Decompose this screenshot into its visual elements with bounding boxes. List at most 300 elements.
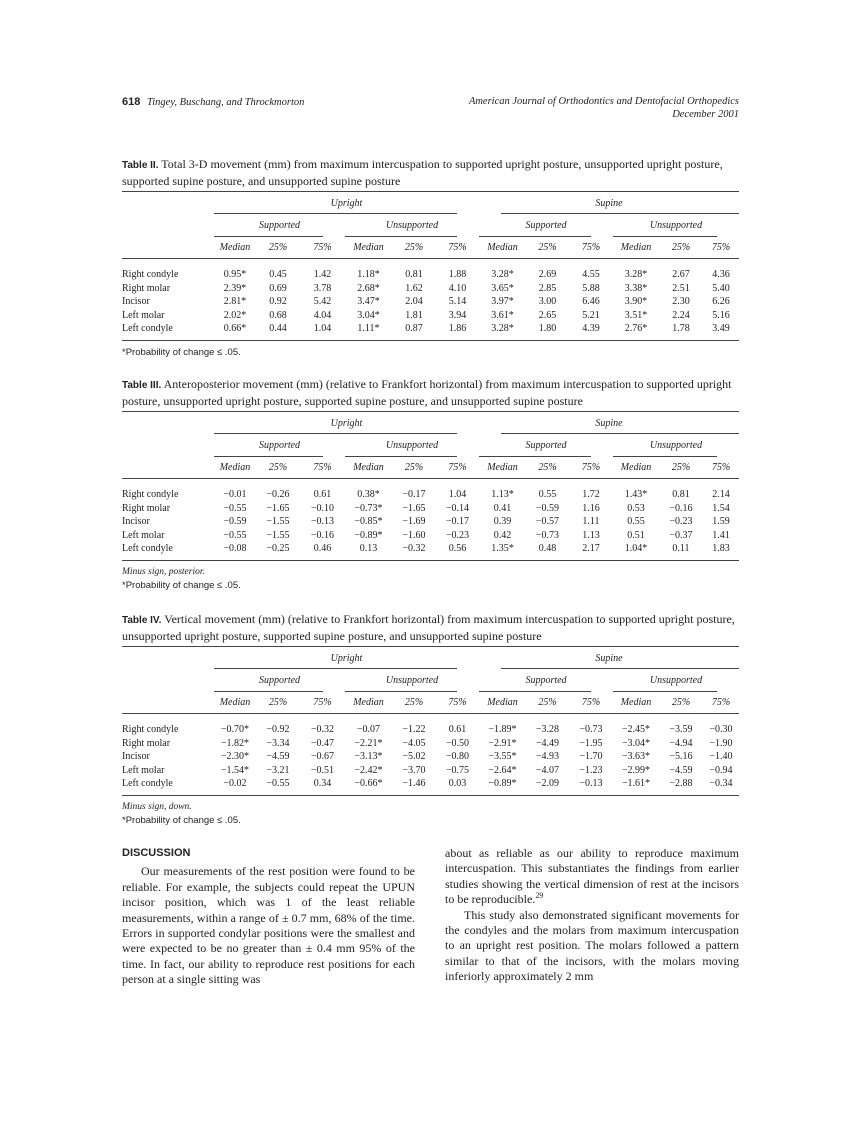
header-p25: 25% bbox=[256, 457, 300, 479]
header-row-posture bbox=[122, 192, 739, 214]
header-supported: Supported bbox=[214, 669, 345, 692]
table-cell: 1.42 bbox=[313, 269, 332, 280]
table-cell: −1.60 bbox=[402, 529, 426, 541]
header-p75: 75% bbox=[703, 457, 739, 479]
table-cell: 4.36 bbox=[712, 269, 730, 280]
table-cell: 2.67 bbox=[672, 269, 690, 280]
table-cell: 2.68* bbox=[357, 282, 380, 294]
table-cell: 1.59 bbox=[712, 516, 730, 527]
discussion-column-right bbox=[445, 846, 739, 985]
table-cell: 4.10 bbox=[448, 282, 467, 294]
table-row bbox=[122, 764, 739, 778]
table-row bbox=[122, 777, 739, 795]
reference-citation: 29 bbox=[535, 891, 544, 901]
table-cell: 5.14 bbox=[448, 296, 467, 307]
table-cell: −2.21* bbox=[354, 737, 383, 749]
table-cell: 1.04 bbox=[300, 322, 345, 340]
table-row bbox=[122, 737, 739, 751]
table-block-4 bbox=[122, 612, 739, 827]
header-row-support bbox=[122, 434, 739, 457]
table-cell: 0.38* bbox=[357, 489, 380, 500]
table-cell: 1.43* bbox=[624, 489, 648, 500]
table-cell: −0.23 bbox=[445, 529, 470, 541]
table-cell: 3.65* bbox=[491, 282, 514, 294]
table-cell: −0.92 bbox=[266, 724, 290, 735]
header-right bbox=[469, 96, 739, 121]
table-cell: −0.50 bbox=[445, 737, 470, 749]
table-cell: −1.23 bbox=[579, 764, 603, 776]
table-cell: −4.93 bbox=[535, 751, 560, 762]
header-median: Median bbox=[479, 457, 526, 479]
empty-cell bbox=[122, 669, 214, 692]
table-cell: 1.78 bbox=[659, 322, 703, 340]
row-label: Left condyle bbox=[122, 322, 214, 340]
table-cell: −5.16 bbox=[669, 751, 693, 762]
table-cell: 3.28* bbox=[479, 322, 526, 340]
header-p25: 25% bbox=[256, 237, 300, 259]
header-p25: 25% bbox=[256, 692, 300, 714]
corner-cell bbox=[122, 647, 214, 669]
header-p75: 75% bbox=[300, 692, 345, 714]
table-cell: −2.30* bbox=[220, 751, 250, 762]
table-cell: −0.02 bbox=[214, 777, 256, 795]
table-cell: 0.56 bbox=[436, 542, 479, 560]
table-cell: 0.51 bbox=[627, 529, 645, 541]
table-cell: −0.16 bbox=[669, 502, 693, 514]
table-cell: 0.46 bbox=[300, 542, 345, 560]
table-cell: −0.32 bbox=[310, 724, 335, 735]
header-supported: Supported bbox=[479, 434, 613, 457]
table-cell: −0.55 bbox=[223, 529, 247, 541]
table-cell: −0.13 bbox=[569, 777, 613, 795]
row-label: Left condyle bbox=[122, 777, 214, 795]
section-heading: DISCUSSION bbox=[122, 847, 191, 859]
table-cell: −0.16 bbox=[310, 529, 335, 541]
table-row bbox=[122, 479, 739, 502]
table-cell: 1.62 bbox=[405, 282, 423, 294]
table-cell: 0.39 bbox=[493, 516, 512, 527]
table-cell: 1.72 bbox=[582, 489, 600, 500]
header-unsupported: Unsupported bbox=[613, 434, 739, 457]
table-cell: −0.51 bbox=[310, 764, 335, 776]
note-minus-sign: Minus sign, down. bbox=[122, 801, 192, 812]
table-cell: −0.01 bbox=[223, 489, 247, 500]
header-row-support bbox=[122, 214, 739, 237]
table-title: Vertical movement (mm) (relative to Frankfort horizontal) from maximum intercuspation to supported upright posture, unsupported upright posture, supported supine posture, and unsupported supine posture bbox=[122, 612, 735, 643]
table-cell: −2.42* bbox=[354, 764, 383, 776]
table-cell: 5.42 bbox=[313, 296, 332, 307]
header-row-posture bbox=[122, 412, 739, 434]
table-cell: 2.30 bbox=[672, 296, 690, 307]
header-authors: Tingey, Buschang, and Throckmorton bbox=[146, 97, 305, 108]
row-label: Incisor bbox=[122, 296, 150, 307]
table-cell: 1.11* bbox=[345, 322, 392, 340]
table-cell: −1.82* bbox=[220, 737, 250, 749]
table-cell: 2.02* bbox=[223, 309, 247, 321]
table-cell: 2.04 bbox=[405, 296, 423, 307]
table-cell: −0.66* bbox=[345, 777, 392, 795]
table-cell: −0.89* bbox=[354, 529, 383, 541]
table-cell: 1.86 bbox=[436, 322, 479, 340]
table-cell: 3.00 bbox=[538, 296, 557, 307]
header-unsupported: Unsupported bbox=[613, 669, 739, 692]
table-caption bbox=[122, 612, 739, 643]
table-cell: 0.81 bbox=[405, 269, 423, 280]
table-cell: 3.97* bbox=[491, 296, 514, 307]
table-row bbox=[122, 750, 739, 764]
table-cell: 3.04* bbox=[357, 309, 380, 321]
table-cell: 0.55 bbox=[627, 516, 645, 527]
header-p75: 75% bbox=[300, 457, 345, 479]
table-cell: −5.02 bbox=[402, 751, 426, 762]
table-cell: −4.49 bbox=[535, 737, 560, 749]
table-cell: −1.61* bbox=[613, 777, 659, 795]
header-p25: 25% bbox=[392, 692, 436, 714]
table-cell: −0.89* bbox=[479, 777, 526, 795]
table-title: Total 3-D movement (mm) from maximum intercuspation to supported upright posture, unsupported upright posture, supported supine posture, and unsupported supine posture bbox=[122, 157, 723, 188]
table-cell: 3.51* bbox=[624, 309, 648, 321]
table-cell: 3.61* bbox=[491, 309, 514, 321]
table-cell: −4.94 bbox=[669, 737, 693, 749]
table-cell: 1.88 bbox=[448, 269, 467, 280]
table-cell: −3.21 bbox=[266, 764, 290, 776]
header-median: Median bbox=[345, 457, 392, 479]
table-cell: 2.76* bbox=[613, 322, 659, 340]
table-cell: −0.94 bbox=[709, 764, 733, 776]
table-label: Table III. bbox=[122, 380, 162, 391]
header-unsupported: Unsupported bbox=[345, 669, 479, 692]
header-median: Median bbox=[214, 692, 256, 714]
table-cell: 2.69 bbox=[538, 269, 557, 280]
table-cell: −0.23 bbox=[669, 516, 693, 527]
table-cell: 0.34 bbox=[300, 777, 345, 795]
table-cell: −1.54* bbox=[220, 764, 250, 776]
table-cell: −1.65 bbox=[266, 502, 290, 514]
table-cell: 1.13* bbox=[491, 489, 514, 500]
table-caption bbox=[122, 157, 739, 188]
empty-cell bbox=[122, 214, 214, 237]
table-cell: −0.32 bbox=[392, 542, 436, 560]
note-probability: *Probability of change ≤ .05. bbox=[122, 579, 241, 591]
header-upright: Upright bbox=[214, 647, 479, 669]
table-cell: 0.45 bbox=[269, 269, 287, 280]
paragraph-2-text: about as reliable as our ability to reproduce maximum intercuspation. This substantiates the findings from earlier studies showing the vertical dimension of rest at the incisors to be reproducible. bbox=[445, 846, 739, 907]
header-median: Median bbox=[613, 692, 659, 714]
header-row-posture bbox=[122, 647, 739, 669]
table-cell: −0.17 bbox=[445, 516, 470, 527]
table-cell: 0.42 bbox=[493, 529, 512, 541]
header-supine: Supine bbox=[479, 192, 739, 214]
table-cell: 4.55 bbox=[582, 269, 600, 280]
table-cell: −0.67 bbox=[310, 751, 335, 762]
table-cell: −3.63* bbox=[621, 751, 651, 762]
table-cell: 2.24 bbox=[672, 309, 690, 321]
header-left bbox=[122, 96, 304, 108]
empty-cell bbox=[122, 692, 214, 714]
table-cell: −0.10 bbox=[310, 502, 335, 514]
table-cell: −0.59 bbox=[223, 516, 247, 527]
header-p25: 25% bbox=[659, 692, 703, 714]
table-caption bbox=[122, 377, 739, 408]
table-cell: 3.47* bbox=[357, 296, 380, 307]
table-cell: 5.40 bbox=[712, 282, 730, 294]
table-cell: 1.18* bbox=[357, 269, 380, 280]
header-p75: 75% bbox=[703, 237, 739, 259]
table-cell: −2.88 bbox=[659, 777, 703, 795]
row-label: Incisor bbox=[122, 516, 150, 527]
header-p25: 25% bbox=[392, 457, 436, 479]
data-table bbox=[122, 191, 739, 341]
table-cell: −1.55 bbox=[266, 516, 290, 527]
header-median: Median bbox=[345, 692, 392, 714]
header-p75: 75% bbox=[436, 237, 479, 259]
table-cell: 2.39* bbox=[223, 282, 247, 294]
discussion-paragraph-2 bbox=[445, 846, 739, 908]
table-cell: −0.73 bbox=[535, 529, 560, 541]
corner-cell bbox=[122, 192, 214, 214]
table-cell: 2.17 bbox=[569, 542, 613, 560]
header-row-support bbox=[122, 669, 739, 692]
table-cell: 5.16 bbox=[712, 309, 730, 321]
table-cell: 1.13 bbox=[582, 529, 600, 541]
table-cell: −0.34 bbox=[703, 777, 739, 795]
table-cell: −3.28 bbox=[535, 724, 560, 735]
table-cell: 0.53 bbox=[627, 502, 645, 514]
header-median: Median bbox=[613, 457, 659, 479]
table-cell: 1.04* bbox=[613, 542, 659, 560]
table-cell: −1.40 bbox=[709, 751, 733, 762]
header-p75: 75% bbox=[703, 692, 739, 714]
header-supported: Supported bbox=[214, 214, 345, 237]
header-p25: 25% bbox=[392, 237, 436, 259]
table-cell: −3.70 bbox=[402, 764, 426, 776]
table-cell: −0.73 bbox=[579, 724, 603, 735]
table-cell: 3.90* bbox=[624, 296, 648, 307]
header-unsupported: Unsupported bbox=[345, 214, 479, 237]
table-row bbox=[122, 515, 739, 529]
table-cell: 4.39 bbox=[569, 322, 613, 340]
empty-cell bbox=[122, 434, 214, 457]
row-label: Right condyle bbox=[122, 489, 179, 500]
table-cell: 1.11 bbox=[582, 516, 600, 527]
row-label: Right molar bbox=[122, 737, 171, 749]
empty-cell bbox=[122, 237, 214, 259]
table-cell: −1.70 bbox=[579, 751, 603, 762]
table-cell: −0.73* bbox=[354, 502, 383, 514]
note-probability: *Probability of change ≤ .05. bbox=[122, 814, 241, 826]
header-p75: 75% bbox=[436, 692, 479, 714]
table-cell: −3.59 bbox=[669, 724, 693, 735]
table-cell: −0.85* bbox=[354, 516, 383, 527]
table-row bbox=[122, 259, 739, 282]
table-cell: 0.92 bbox=[269, 296, 287, 307]
table-cell: −0.07 bbox=[356, 724, 381, 735]
table-cell: 6.26 bbox=[712, 296, 730, 307]
table-cell: −4.07 bbox=[535, 764, 560, 776]
table-cell: 1.04 bbox=[448, 489, 467, 500]
header-row-stats bbox=[122, 692, 739, 714]
header-supported: Supported bbox=[479, 669, 613, 692]
table-cell: −3.04* bbox=[621, 737, 651, 749]
header-upright: Upright bbox=[214, 192, 479, 214]
issue-date: December 2001 bbox=[672, 108, 739, 120]
table-cell: 2.65 bbox=[538, 309, 557, 321]
header-row-stats bbox=[122, 237, 739, 259]
table-cell: −0.59 bbox=[535, 502, 560, 514]
journal-name: American Journal of Orthodontics and Dentofacial Orthopedics bbox=[468, 96, 739, 107]
table-cell: 2.81* bbox=[223, 296, 247, 307]
corner-cell bbox=[122, 412, 214, 434]
table-cell: 0.11 bbox=[659, 542, 703, 560]
table-cell: −2.09 bbox=[526, 777, 569, 795]
header-p25: 25% bbox=[659, 237, 703, 259]
note-minus-sign: Minus sign, posterior. bbox=[122, 566, 205, 577]
table-cell: 1.81 bbox=[405, 309, 423, 321]
row-label: Right molar bbox=[122, 282, 171, 294]
header-p25: 25% bbox=[659, 457, 703, 479]
table-cell: 3.28* bbox=[624, 269, 648, 280]
table-cell: −3.13* bbox=[354, 751, 383, 762]
table-cell: 1.80 bbox=[526, 322, 569, 340]
table-cell: −0.55 bbox=[256, 777, 300, 795]
table-cell: 0.48 bbox=[526, 542, 569, 560]
header-p75: 75% bbox=[569, 692, 613, 714]
table-cell: −4.59 bbox=[669, 764, 693, 776]
header-median: Median bbox=[214, 457, 256, 479]
header-p25: 25% bbox=[526, 692, 569, 714]
table-row bbox=[122, 542, 739, 560]
table-label: Table IV. bbox=[122, 615, 162, 626]
header-p25: 25% bbox=[526, 237, 569, 259]
table-cell: 5.88 bbox=[582, 282, 600, 294]
table-cell: −0.17 bbox=[402, 489, 426, 500]
table-row bbox=[122, 502, 739, 516]
header-supported: Supported bbox=[479, 214, 613, 237]
row-label: Left molar bbox=[122, 529, 165, 541]
table-cell: 0.68 bbox=[269, 309, 287, 321]
table-cell: 0.66* bbox=[214, 322, 256, 340]
row-label: Left molar bbox=[122, 764, 165, 776]
table-cell: −0.25 bbox=[256, 542, 300, 560]
table-cell: −2.91* bbox=[488, 737, 517, 749]
row-label: Right condyle bbox=[122, 269, 179, 280]
table-notes bbox=[122, 346, 739, 359]
table-notes bbox=[122, 566, 739, 592]
table-cell: −0.80 bbox=[445, 751, 470, 762]
table-cell: −1.90 bbox=[709, 737, 733, 749]
header-median: Median bbox=[479, 692, 526, 714]
row-label: Right molar bbox=[122, 502, 171, 514]
header-upright: Upright bbox=[214, 412, 479, 434]
table-cell: 2.51 bbox=[672, 282, 690, 294]
table-cell: −0.37 bbox=[669, 529, 693, 541]
table-cell: −0.13 bbox=[310, 516, 335, 527]
table-cell: 1.41 bbox=[712, 529, 730, 541]
table-cell: 1.16 bbox=[582, 502, 600, 514]
table-block-2 bbox=[122, 157, 739, 359]
table-cell: 5.21 bbox=[582, 309, 600, 321]
header-p75: 75% bbox=[569, 457, 613, 479]
row-label: Left condyle bbox=[122, 542, 214, 560]
data-table bbox=[122, 411, 739, 561]
table-row bbox=[122, 295, 739, 309]
row-label: Left molar bbox=[122, 309, 165, 321]
header-unsupported: Unsupported bbox=[613, 214, 739, 237]
header-median: Median bbox=[613, 237, 659, 259]
table-cell: 0.69 bbox=[269, 282, 287, 294]
table-row bbox=[122, 529, 739, 543]
table-cell: −4.05 bbox=[402, 737, 426, 749]
table-cell: −1.65 bbox=[402, 502, 426, 514]
table-title: Anteroposterior movement (mm) (relative to Frankfort horizontal) from maximum intercuspation to supported upright posture, unsupported upright posture, supported supine posture, and unsupported supine posture bbox=[122, 377, 732, 408]
table-cell: −0.75 bbox=[445, 764, 470, 776]
header-supine: Supine bbox=[479, 412, 739, 434]
table-cell: 1.35* bbox=[479, 542, 526, 560]
table-cell: 2.85 bbox=[538, 282, 557, 294]
header-unsupported: Unsupported bbox=[345, 434, 479, 457]
table-cell: 0.03 bbox=[436, 777, 479, 795]
table-cell: −0.55 bbox=[223, 502, 247, 514]
discussion-column-left bbox=[122, 846, 415, 988]
header-supine: Supine bbox=[479, 647, 739, 669]
header-p75: 75% bbox=[436, 457, 479, 479]
table-cell: −3.55* bbox=[488, 751, 517, 762]
table-cell: 0.55 bbox=[538, 489, 557, 500]
table-cell: 0.13 bbox=[345, 542, 392, 560]
header-p75: 75% bbox=[300, 237, 345, 259]
table-cell: 0.44 bbox=[256, 322, 300, 340]
table-cell: −0.30 bbox=[709, 724, 733, 735]
table-cell: −2.64* bbox=[488, 764, 517, 776]
table-label: Table II. bbox=[122, 160, 159, 171]
table-cell: 0.61 bbox=[313, 489, 332, 500]
table-cell: 6.46 bbox=[582, 296, 600, 307]
table-cell: −0.14 bbox=[445, 502, 470, 514]
table-row bbox=[122, 714, 739, 737]
table-cell: 1.54 bbox=[712, 502, 730, 514]
table-cell: −2.45* bbox=[621, 724, 651, 735]
table-cell: 3.49 bbox=[703, 322, 739, 340]
table-cell: −1.95 bbox=[579, 737, 603, 749]
table-row bbox=[122, 309, 739, 323]
header-median: Median bbox=[214, 237, 256, 259]
header-median: Median bbox=[345, 237, 392, 259]
table-row bbox=[122, 282, 739, 296]
header-p75: 75% bbox=[569, 237, 613, 259]
table-cell: 2.14 bbox=[712, 489, 730, 500]
table-cell: −3.34 bbox=[266, 737, 290, 749]
table-cell: −1.69 bbox=[402, 516, 426, 527]
row-label: Right condyle bbox=[122, 724, 179, 735]
header-supported: Supported bbox=[214, 434, 345, 457]
row-label: Incisor bbox=[122, 751, 150, 762]
table-cell: 3.38* bbox=[624, 282, 648, 294]
note-probability: *Probability of change ≤ .05. bbox=[122, 346, 241, 358]
table-cell: −1.89* bbox=[488, 724, 517, 735]
table-cell: 0.41 bbox=[493, 502, 512, 514]
table-cell: 0.87 bbox=[392, 322, 436, 340]
table-cell: −1.46 bbox=[392, 777, 436, 795]
table-cell: −0.70* bbox=[220, 724, 250, 735]
table-cell: 3.28* bbox=[491, 269, 514, 280]
table-block-3 bbox=[122, 377, 739, 592]
table-cell: 3.94 bbox=[448, 309, 467, 321]
table-cell: 0.95* bbox=[223, 269, 247, 280]
discussion-paragraph-1: Our measurements of the rest position were found to be reliable. For example, the subjects could repeat the UPUN incisor position, which was 1 of the least reliable measurements, within a range of ± 0.7 mm, 68% of the time. Errors in supported condylar positions were the smallest and were expected to be no greater than ± 0.4 mm 95% of the time. In fact, our ability to reproduce rest positions for each person at a single sitting was bbox=[122, 864, 415, 987]
header-p25: 25% bbox=[526, 457, 569, 479]
table-cell: 3.78 bbox=[313, 282, 332, 294]
discussion-paragraph-3: This study also demonstrated significant movements for the condyles and the molars from maximum intercuspation to an upright rest position. The molars followed a pattern similar to that of the incisors, with the molars moving inferiorly approximately 2 mm bbox=[445, 907, 739, 984]
